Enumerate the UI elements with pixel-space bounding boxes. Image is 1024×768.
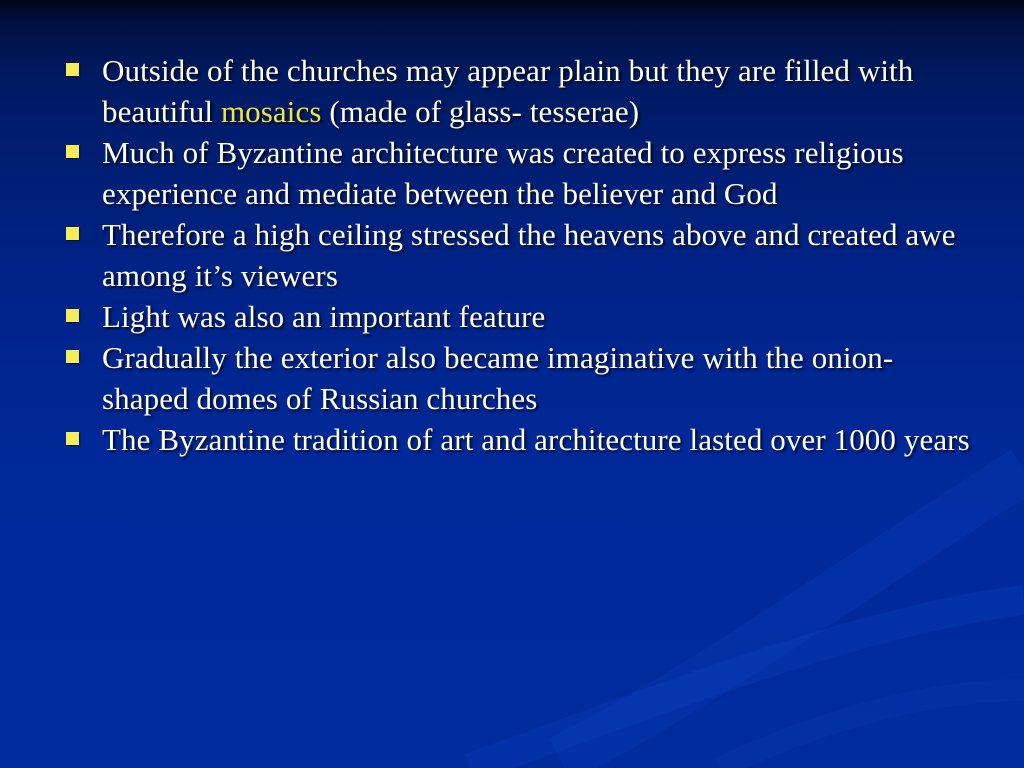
bullet-text: Much of Byzantine architecture was created to express religious experience and mediate between the believer and God	[102, 135, 904, 211]
bullet-item	[62, 296, 972, 337]
square-bullet-icon	[66, 227, 79, 240]
bullet-item	[62, 337, 972, 419]
bullet-text: Light was also an important feature	[102, 299, 546, 334]
bullet-text: Gradually the exterior also became imaginative with the onion-shaped domes of Russian churches	[102, 340, 894, 416]
square-bullet-icon	[66, 145, 79, 158]
bullet-text-continued: (made of glass- tesserae)	[321, 94, 640, 129]
square-bullet-icon	[66, 309, 79, 322]
square-bullet-icon	[66, 63, 79, 76]
bullet-text: Therefore a high ceiling stressed the heavens above and created awe among it’s viewers	[102, 217, 956, 293]
square-bullet-icon	[66, 432, 79, 445]
bullet-item	[62, 50, 972, 132]
bullet-item	[62, 132, 972, 214]
bullet-text: The Byzantine tradition of art and architecture lasted over 1000 years	[102, 422, 970, 457]
bullet-text: Outside of the churches may appear plain but they are filled with beautiful	[102, 53, 914, 129]
bullet-list	[62, 50, 972, 460]
bullet-item	[62, 214, 972, 296]
bullet-item	[62, 419, 972, 460]
square-bullet-icon	[66, 350, 79, 363]
highlighted-term: mosaics	[220, 94, 322, 129]
